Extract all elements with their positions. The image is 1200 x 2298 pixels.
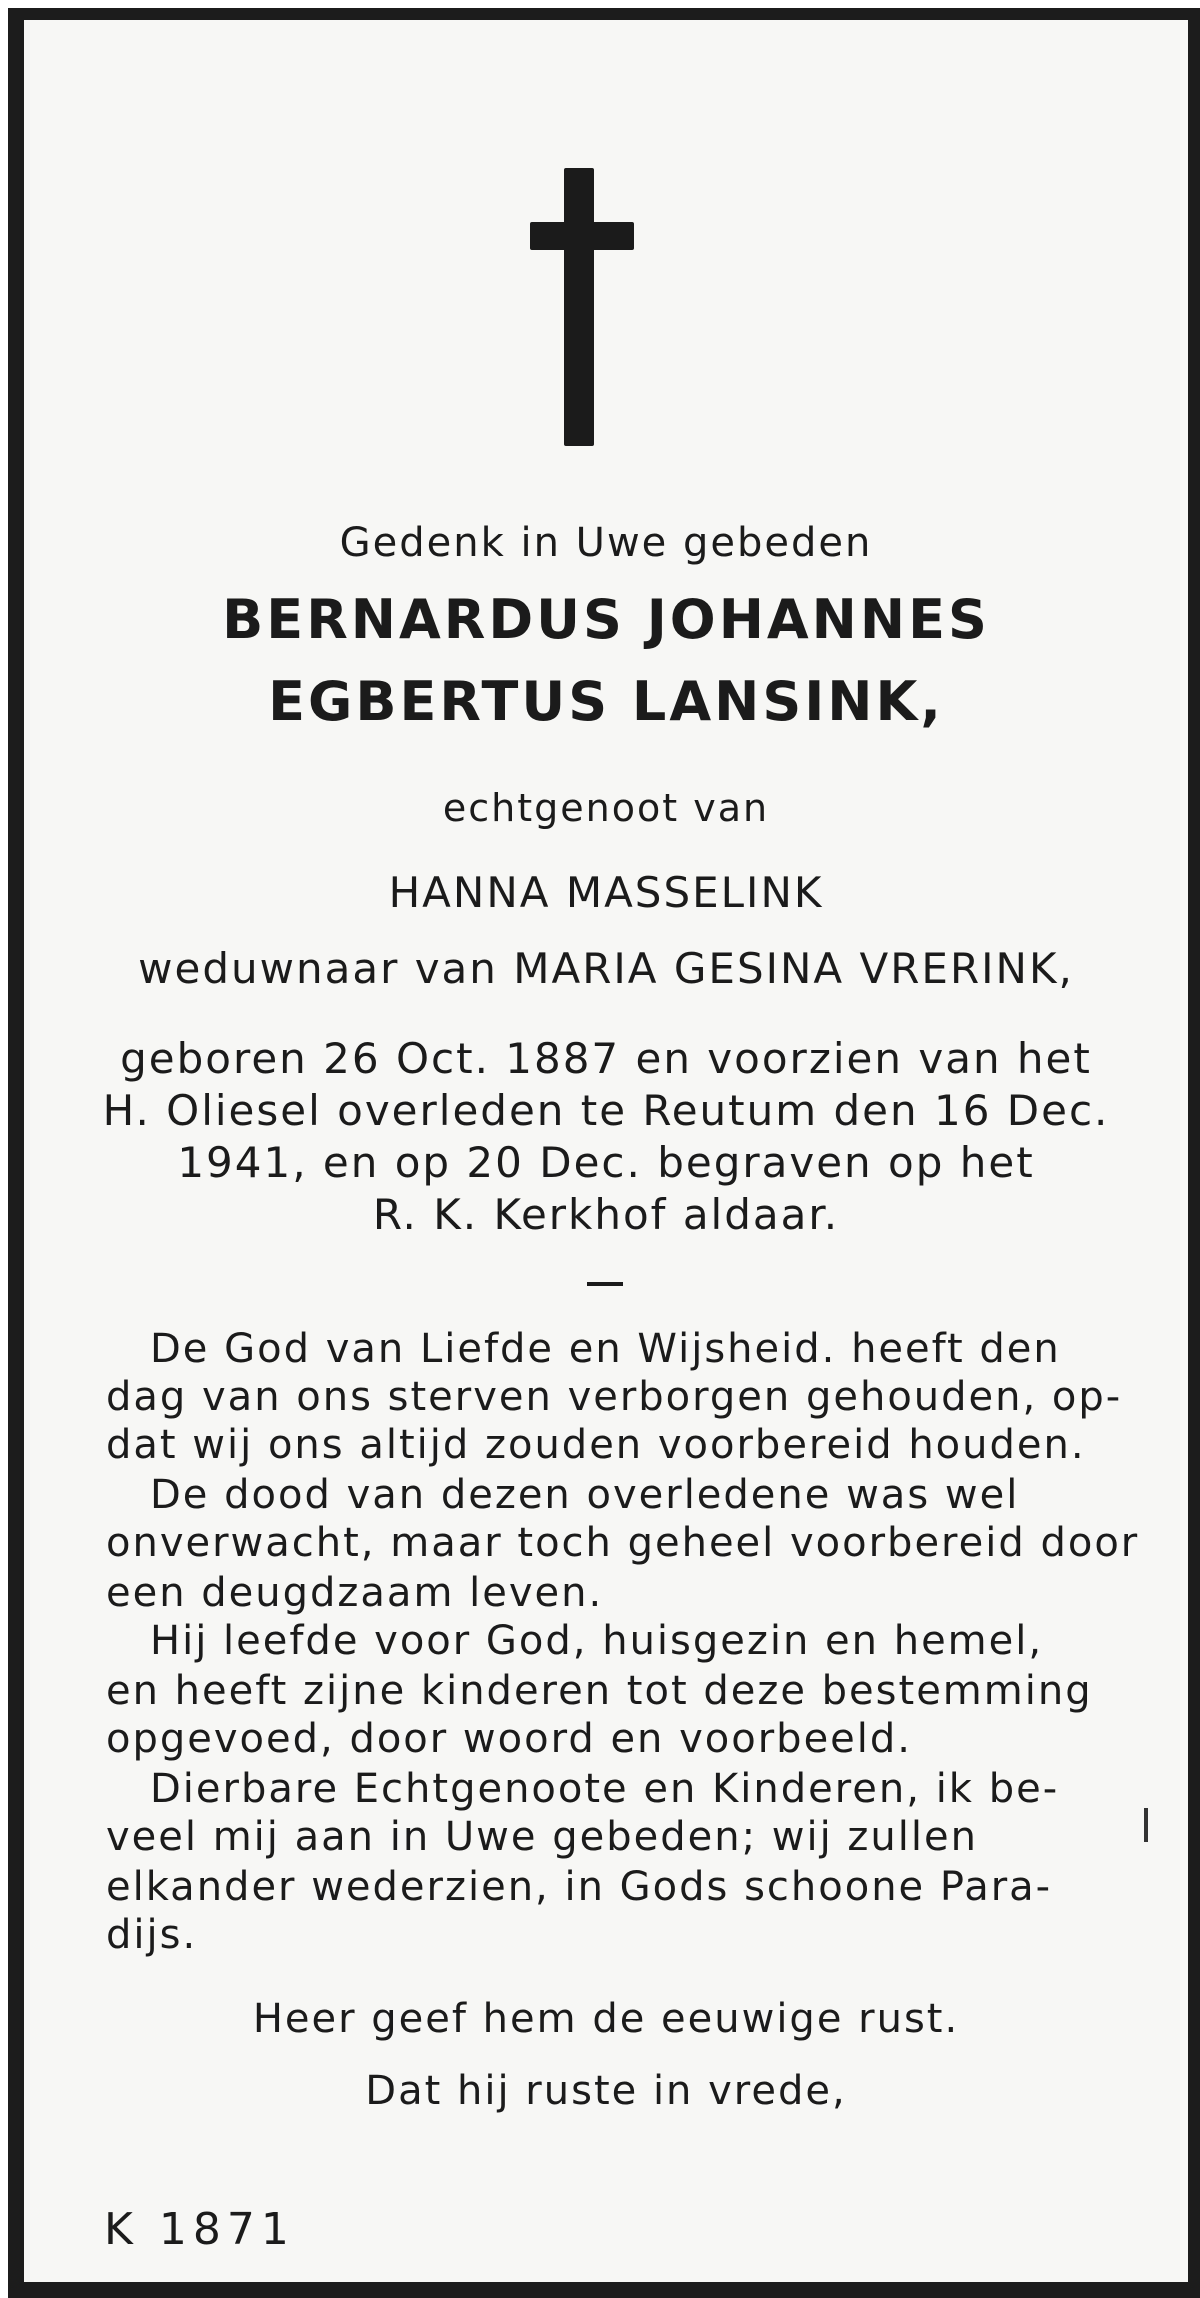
prayer-line-1: Heer geef hem de eeuwige rust. <box>252 1996 960 2042</box>
margin-mark <box>1144 1808 1148 1842</box>
reflection-line-5: onverwacht, maar toch geheel voorbereid door <box>106 1520 1140 1566</box>
prayer-line-2: Dat hij ruste in vrede, <box>365 2068 847 2114</box>
reflection-line-10: Dierbare Echtgenoote en Kinderen, ik be- <box>150 1766 1060 1812</box>
reflection-line-13: dijs. <box>106 1912 198 1958</box>
intro-text: Gedenk in Uwe gebeden <box>339 520 873 566</box>
deceased-name-line-2: EGBERTUS LANSINK, <box>268 670 944 733</box>
separator-dash <box>587 1282 623 1286</box>
memorial-card <box>8 8 1200 2298</box>
reflection-line-8: en heeft zijne kinderen tot deze bestemming <box>106 1668 1093 1714</box>
deceased-name-line-1: BERNARDUS JOHANNES <box>222 588 990 651</box>
reflection-line-7: Hij leefde voor God, huisgezin en hemel, <box>150 1618 1044 1664</box>
widower-line: weduwnaar van MARIA GESINA VRERINK, <box>138 944 1074 993</box>
reflection-line-2: dag van ons sterven verborgen gehouden, op- <box>106 1374 1123 1420</box>
reflection-line-1: De God van Liefde en Wijsheid. heeft den <box>150 1326 1061 1372</box>
archive-code: K 1871 <box>104 2204 295 2255</box>
latin-cross-icon <box>24 20 1188 480</box>
life-line-1: geboren 26 Oct. 1887 en voorzien van het <box>120 1034 1092 1083</box>
reflection-line-9: opgevoed, door woord en voorbeeld. <box>106 1716 913 1762</box>
reflection-line-3: dat wij ons altijd zouden voorbereid houden. <box>106 1422 1086 1468</box>
reflection-line-6: een deugdzaam leven. <box>106 1570 604 1616</box>
life-line-2: H. Oliesel overleden te Reutum den 16 Dec. <box>102 1086 1110 1135</box>
life-line-4: R. K. Kerkhof aldaar. <box>372 1190 840 1239</box>
reflection-line-12: elkander wederzien, in Gods schoone Para- <box>106 1864 1053 1910</box>
reflection-line-4: De dood van dezen overledene was wel <box>150 1472 1020 1518</box>
spouse-label: echtgenoot van <box>442 786 770 830</box>
life-line-3: 1941, en op 20 Dec. begraven op het <box>177 1138 1035 1187</box>
spouse-name: HANNA MASSELINK <box>388 868 824 917</box>
reflection-line-11: veel mij aan in Uwe gebeden; wij zullen <box>106 1814 978 1860</box>
